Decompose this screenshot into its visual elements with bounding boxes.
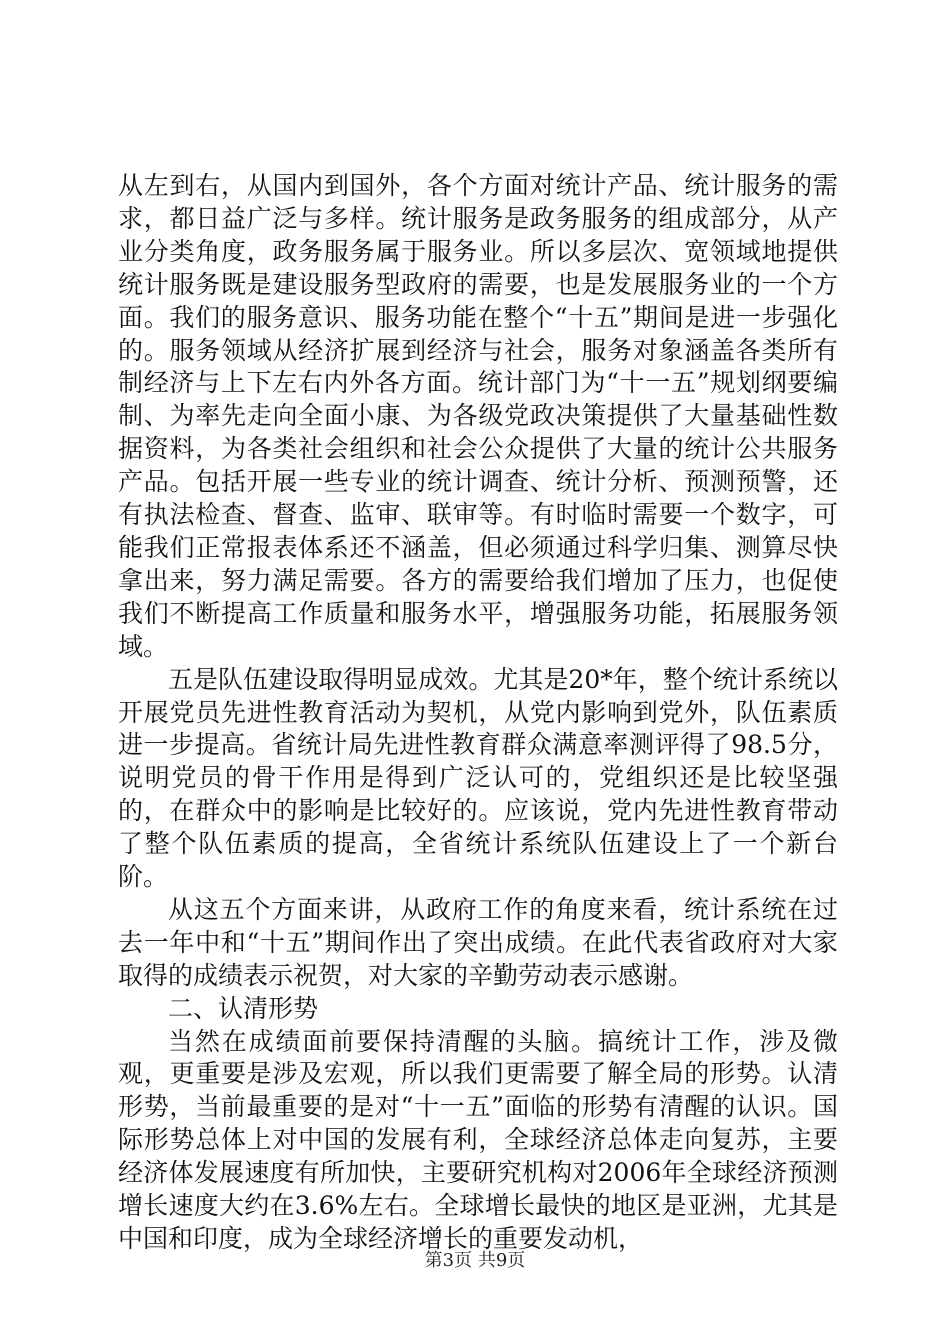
paragraph-team-building: 五是队伍建设取得明显成效。尤其是20*年，整个统计系统以开展党员先进性教育活动为契机，从党内影响到党外，队伍素质进一步提高。省统计局先进性教育群众满意率测评得了98.5分，说明党员的骨干作用是得到广泛认可的，党组织还是比较坚强的，在群众中的影响是比较好的。应该说，党内先进性教育带动了整个队伍素质的提高，全省统计系统队伍建设上了一个新台阶。: [118, 664, 838, 892]
section-heading-situation: 二、认清形势: [168, 993, 319, 1023]
document-body: [118, 170, 838, 1256]
paragraph-summary: 从这五个方面来讲，从政府工作的角度来看，统计系统在过去一年中和“十五”期间作出了突出成绩。在此代表省政府对大家取得的成绩表示祝贺，对大家的辛勤劳动表示感谢。: [118, 894, 838, 990]
page-number-footer: 第3页 共9页: [424, 1250, 526, 1271]
paragraph-services: 从左到右，从国内到国外，各个方面对统计产品、统计服务的需求，都日益广泛与多样。统计服务是政务服务的组成部分，从产业分类角度，政务服务属于服务业。所以多层次、宽领域地提供统计服务既是建设服务型政府的需要，也是发展服务业的一个方面。我们的服务意识、服务功能在整个“十五”期间是进一步强化的。服务领域从经济扩展到经济与社会，服务对象涵盖各类所有制经济与上下左右内外各方面。统计部门为“十一五”规划纲要编制、为率先走向全面小康、为各级党政决策提供了大量基础性数据资料，为各类社会组织和社会公众提供了大量的统计公共服务产品。包括开展一些专业的统计调查、统计分析、预测预警，还有执法检查、督查、监审、联审等。有时临时需要一个数字，可能我们正常报表体系还不涵盖，但必须通过科学归集、测算尽快拿出来，努力满足需要。各方的需要给我们增加了压力，也促使我们不断提高工作质量和服务水平，增强服务功能，拓展服务领域。: [118, 171, 838, 661]
paragraph-situation: 当然在成绩面前要保持清醒的头脑。搞统计工作，涉及微观，更重要是涉及宏观，所以我们更需要了解全局的形势。认清形势，当前最重要的是对“十一五”面临的形势有清醒的认识。国际形势总体上对中国的发展有利，全球经济总体走向复苏，主要经济体发展速度有所加快，主要研究机构对2006年全球经济预测增长速度大约在3.6%左右。全球增长最快的地区是亚洲，尤其是中国和印度，成为全球经济增长的重要发动机，: [118, 1026, 838, 1253]
